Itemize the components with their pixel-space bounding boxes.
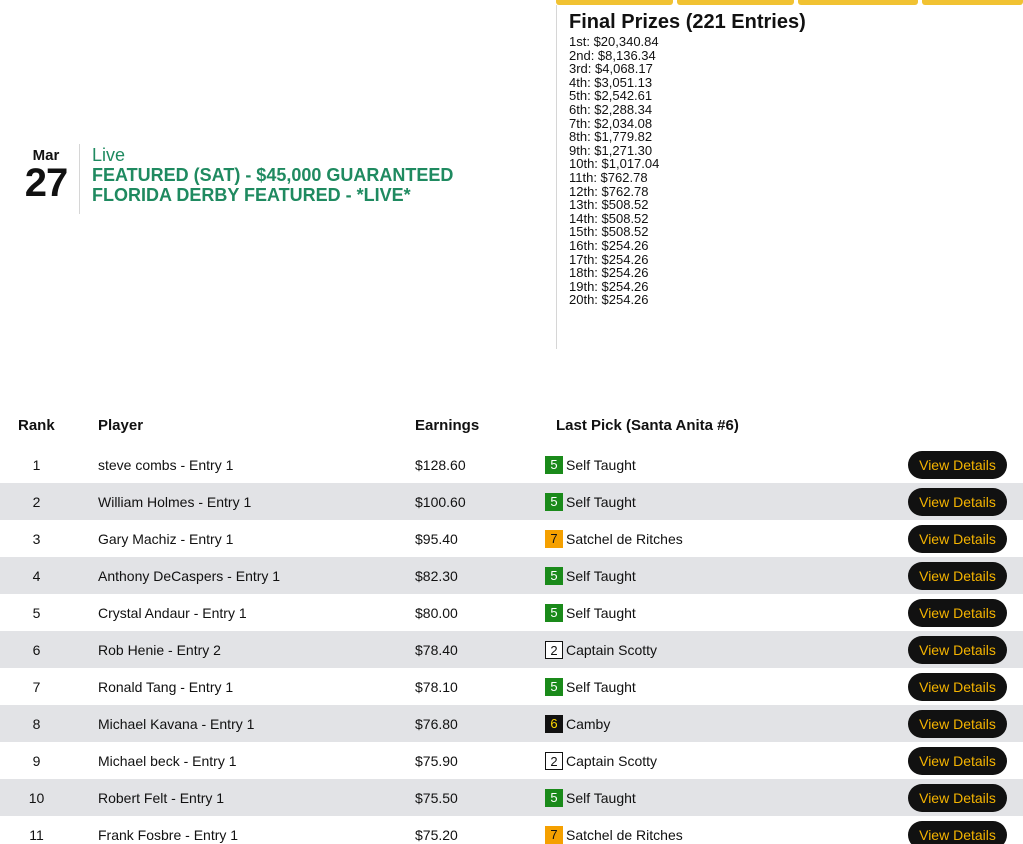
earnings-cell: $78.40 bbox=[415, 642, 458, 658]
player-cell: William Holmes - Entry 1 bbox=[98, 494, 252, 510]
player-cell: Crystal Andaur - Entry 1 bbox=[98, 605, 247, 621]
event-title-line-1: FEATURED (SAT) - $45,000 GUARANTEED bbox=[92, 165, 454, 185]
view-details-button[interactable]: View Details bbox=[908, 673, 1007, 701]
earnings-cell: $75.50 bbox=[415, 790, 458, 806]
earnings-cell: $75.90 bbox=[415, 753, 458, 769]
earnings-cell: $95.40 bbox=[415, 531, 458, 547]
program-number-badge: 5 bbox=[545, 456, 563, 474]
prize-item: 20th: $254.26 bbox=[569, 292, 649, 308]
player-cell: Robert Felt - Entry 1 bbox=[98, 790, 225, 806]
earnings-cell: $100.60 bbox=[415, 494, 466, 510]
last-pick-cell bbox=[545, 530, 683, 548]
tab-1[interactable] bbox=[556, 0, 673, 5]
rank-cell: 9 bbox=[32, 753, 41, 769]
rank-cell: 11 bbox=[29, 827, 44, 843]
program-number-badge: 7 bbox=[545, 826, 563, 844]
view-details-button[interactable]: View Details bbox=[908, 451, 1007, 479]
program-number-badge: 7 bbox=[545, 530, 563, 548]
last-pick-cell bbox=[545, 715, 610, 733]
last-pick-cell bbox=[545, 789, 636, 807]
view-details-button[interactable]: View Details bbox=[908, 599, 1007, 627]
last-pick-cell bbox=[545, 678, 636, 696]
prize-list bbox=[569, 35, 806, 307]
prize-item: 11th: $762.78 bbox=[569, 169, 648, 185]
prize-item: 13th: $508.52 bbox=[569, 197, 649, 213]
program-number-badge: 5 bbox=[545, 493, 563, 511]
table-row bbox=[0, 705, 1023, 742]
table-row bbox=[0, 816, 1023, 844]
tab-3[interactable] bbox=[798, 0, 918, 5]
table-row bbox=[0, 742, 1023, 779]
program-number-badge: 5 bbox=[545, 678, 563, 696]
prize-item: 14th: $508.52 bbox=[569, 210, 649, 226]
rank-cell: 2 bbox=[32, 494, 41, 510]
tab-4[interactable] bbox=[922, 0, 1023, 5]
prize-item: 10th: $1,017.04 bbox=[569, 156, 660, 172]
player-cell: Rob Henie - Entry 2 bbox=[98, 642, 221, 658]
prize-item: 15th: $508.52 bbox=[569, 224, 649, 240]
prize-item: 1st: $20,340.84 bbox=[569, 34, 659, 49]
prize-item: 6th: $2,288.34 bbox=[569, 101, 653, 117]
date-day: 27 bbox=[24, 161, 68, 205]
horse-name: Self Taught bbox=[566, 494, 636, 510]
prize-item: 2nd: $8,136.34 bbox=[569, 47, 656, 63]
horse-name: Captain Scotty bbox=[566, 753, 658, 769]
player-cell: Frank Fosbre - Entry 1 bbox=[98, 827, 239, 843]
rank-cell: 7 bbox=[32, 679, 41, 695]
table-row bbox=[0, 594, 1023, 631]
rank-cell: 10 bbox=[28, 790, 45, 806]
earnings-cell: $75.20 bbox=[415, 827, 458, 843]
table-row bbox=[0, 668, 1023, 705]
prize-item: 5th: $2,542.61 bbox=[569, 88, 653, 104]
header-rank: Rank bbox=[18, 417, 55, 434]
last-pick-cell bbox=[545, 493, 636, 511]
player-cell: steve combs - Entry 1 bbox=[98, 457, 234, 473]
horse-name: Self Taught bbox=[566, 457, 636, 473]
event-date bbox=[18, 147, 74, 205]
event-title-line-2: FLORIDA DERBY FEATURED - *LIVE* bbox=[92, 185, 411, 205]
prize-item: 4th: $3,051.13 bbox=[569, 74, 653, 90]
program-number-badge: 5 bbox=[545, 789, 563, 807]
prize-item: 17th: $254.26 bbox=[569, 251, 649, 267]
horse-name: Self Taught bbox=[566, 605, 636, 621]
horse-name: Camby bbox=[566, 716, 611, 732]
tab-2[interactable] bbox=[677, 0, 794, 5]
prize-item: 7th: $2,034.08 bbox=[569, 115, 653, 131]
program-number-badge: 6 bbox=[545, 715, 563, 733]
horse-name: Self Taught bbox=[566, 568, 636, 584]
view-details-button[interactable]: View Details bbox=[908, 488, 1007, 516]
player-cell: Ronald Tang - Entry 1 bbox=[98, 679, 234, 695]
table-row bbox=[0, 557, 1023, 594]
horse-name: Captain Scotty bbox=[566, 642, 658, 658]
program-number-badge: 5 bbox=[545, 604, 563, 622]
rank-cell: 4 bbox=[32, 568, 41, 584]
standings-table bbox=[0, 446, 1023, 844]
table-row bbox=[0, 779, 1023, 816]
view-details-button[interactable]: View Details bbox=[908, 784, 1007, 812]
prize-item: 3rd: $4,068.17 bbox=[569, 61, 653, 77]
view-details-button[interactable]: View Details bbox=[908, 821, 1007, 844]
last-pick-cell bbox=[545, 826, 683, 844]
table-row bbox=[0, 483, 1023, 520]
last-pick-cell bbox=[545, 641, 657, 659]
tab-strip bbox=[556, 0, 1023, 5]
last-pick-cell bbox=[545, 567, 636, 585]
header-player: Player bbox=[98, 417, 144, 434]
header-last-pick: Last Pick (Santa Anita #6) bbox=[556, 417, 739, 434]
earnings-cell: $80.00 bbox=[415, 605, 458, 621]
program-number-badge: 5 bbox=[545, 567, 563, 585]
prize-item: 9th: $1,271.30 bbox=[569, 142, 653, 158]
rank-cell: 8 bbox=[32, 716, 41, 732]
last-pick-cell bbox=[545, 752, 657, 770]
view-details-button[interactable]: View Details bbox=[908, 562, 1007, 590]
last-pick-cell bbox=[545, 604, 636, 622]
header-earnings: Earnings bbox=[415, 417, 480, 434]
date-divider bbox=[79, 144, 80, 214]
earnings-cell: $128.60 bbox=[415, 457, 466, 473]
event-info bbox=[92, 145, 453, 205]
earnings-cell: $82.30 bbox=[415, 568, 458, 584]
program-number-badge: 2 bbox=[545, 752, 563, 770]
horse-name: Self Taught bbox=[566, 679, 636, 695]
event-status: Live bbox=[92, 145, 126, 165]
prize-item: 16th: $254.26 bbox=[569, 237, 649, 253]
rank-cell: 6 bbox=[32, 642, 41, 658]
rank-cell: 3 bbox=[32, 531, 41, 547]
date-month: Mar bbox=[32, 147, 60, 164]
view-details-button[interactable]: View Details bbox=[908, 747, 1007, 775]
table-row bbox=[0, 520, 1023, 557]
player-cell: Anthony DeCaspers - Entry 1 bbox=[98, 568, 281, 584]
prize-item: 18th: $254.26 bbox=[569, 265, 649, 281]
program-number-badge: 2 bbox=[545, 641, 563, 659]
prizes-title: Final Prizes (221 Entries) bbox=[569, 11, 806, 33]
view-details-button[interactable]: View Details bbox=[908, 710, 1007, 738]
player-cell: Michael beck - Entry 1 bbox=[98, 753, 237, 769]
player-cell: Gary Machiz - Entry 1 bbox=[98, 531, 234, 547]
last-pick-cell bbox=[545, 456, 636, 474]
table-row bbox=[0, 446, 1023, 483]
prizes-panel bbox=[569, 10, 806, 307]
player-cell: Michael Kavana - Entry 1 bbox=[98, 716, 255, 732]
horse-name: Self Taught bbox=[566, 790, 636, 806]
prize-item: 19th: $254.26 bbox=[569, 278, 649, 294]
earnings-cell: $76.80 bbox=[415, 716, 458, 732]
rank-cell: 1 bbox=[32, 457, 41, 473]
prize-item: 8th: $1,779.82 bbox=[569, 129, 653, 145]
table-row bbox=[0, 631, 1023, 668]
view-details-button[interactable]: View Details bbox=[908, 636, 1007, 664]
standings-header bbox=[0, 410, 1023, 440]
rank-cell: 5 bbox=[32, 605, 41, 621]
view-details-button[interactable]: View Details bbox=[908, 525, 1007, 553]
prize-divider bbox=[556, 5, 557, 349]
horse-name: Satchel de Ritches bbox=[566, 531, 683, 547]
earnings-cell: $78.10 bbox=[415, 679, 458, 695]
prize-item: 12th: $762.78 bbox=[569, 183, 649, 199]
horse-name: Satchel de Ritches bbox=[566, 827, 683, 843]
